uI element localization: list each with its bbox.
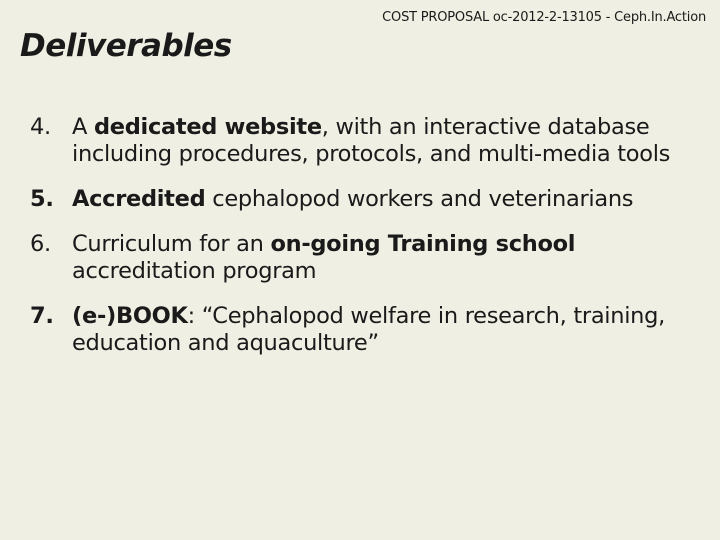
item-text (72, 186, 633, 212)
item-text-segment: A (72, 114, 94, 140)
list-item (30, 303, 700, 357)
list-item (30, 114, 700, 168)
item-text-segment: cephalopod workers and veterinarians (205, 186, 634, 212)
item-number: 4. (30, 114, 51, 140)
item-number: 5. (30, 186, 54, 212)
item-text (72, 231, 575, 284)
item-text-bold: on-going Training school (270, 231, 576, 257)
list-item (30, 231, 700, 285)
slide-title: Deliverables (20, 28, 232, 64)
item-text-segment: accreditation program (72, 258, 317, 284)
item-text-bold: dedicated website (93, 114, 322, 140)
item-text-bold: Accredited (72, 186, 206, 212)
item-text-segment: Curriculum for an (72, 231, 271, 257)
item-text-segment: , with an interactive database including procedures, protocols, and multi-media tools (72, 114, 671, 167)
proposal-header-note: COST PROPOSAL oc-2012-2-13105 - Ceph.In.Action (382, 10, 706, 25)
item-text (72, 114, 670, 167)
deliverables-list (30, 114, 700, 375)
item-number: 7. (30, 303, 54, 329)
item-text-segment: : “Cephalopod welfare in research, training, education and aquaculture” (72, 303, 665, 356)
item-number: 6. (30, 231, 51, 257)
item-text-bold: (e-)BOOK (72, 303, 188, 329)
item-text (72, 303, 665, 356)
list-item (30, 186, 700, 213)
